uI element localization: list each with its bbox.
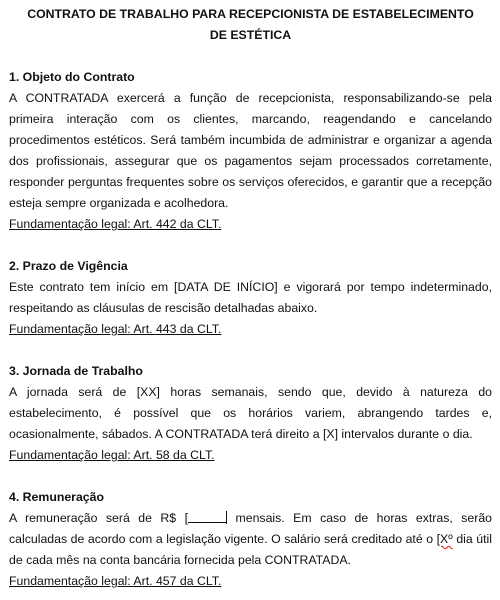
salary-blank-field[interactable] (188, 510, 226, 523)
section-objeto (9, 67, 492, 235)
section-body: A jornada será de [XX] horas semanais, sendo que, devido à natureza do estabelecimento, é possível que os horários variem, abrangendo tardes e, ocasionalmente, sábados. A CONTRATADA terá direito a [X] intervalos durante o dia. (9, 385, 492, 441)
document-title: CONTRATO DE TRABALHO PARA RECEPCIONISTA DE ESTABELECIMENTO DE ESTÉTICA (27, 7, 474, 42)
section-heading: 1. Objeto do Contrato (9, 70, 135, 84)
legal-basis: Fundamentação legal: Art. 457 da CLT. (9, 574, 222, 588)
section-jornada (9, 361, 492, 466)
body-text-end: dia útil de cada mês na conta bancária fornecida pela CONTRATADA. (9, 532, 493, 567)
body-text-start: A remuneração será de R$ [ (9, 511, 189, 525)
section-body: A CONTRATADA exercerá a função de recepcionista, responsabilizando-se pela primeira interação com os clientes, marcando, reagendando e cancelando procedimentos estéticos. Será também incumbida de administrar e organizar a agenda dos profissionais, assegurar que os pagamentos sejam processados corretamente, responder perguntas frequentes sobre os serviços oferecidos, e garantir que a recepção esteja sempre organizada e acolhedora. (9, 91, 492, 210)
section-remuneracao (9, 487, 492, 592)
section-heading: 3. Jornada de Trabalho (9, 364, 143, 378)
section-heading: 2. Prazo de Vigência (9, 259, 128, 273)
legal-basis: Fundamentação legal: Art. 58 da CLT. (9, 448, 215, 462)
legal-basis: Fundamentação legal: Art. 443 da CLT. (9, 322, 222, 336)
section-body: Este contrato tem início em [DATA DE INÍCIO] e vigorará por tempo indeterminado, respeitando as cláusulas de rescisão detalhadas abaixo. (9, 280, 492, 315)
section-prazo (9, 256, 492, 340)
spellcheck-flagged-text: [Xº (436, 532, 453, 546)
body-text-middle: mensais. Em caso de horas extras, serão calculadas de acordo com a legislação vigente. O salário será creditado até o (9, 511, 492, 546)
legal-basis: Fundamentação legal: Art. 442 da CLT. (9, 217, 222, 231)
section-heading: 4. Remuneração (9, 490, 105, 504)
section-body (9, 508, 492, 571)
